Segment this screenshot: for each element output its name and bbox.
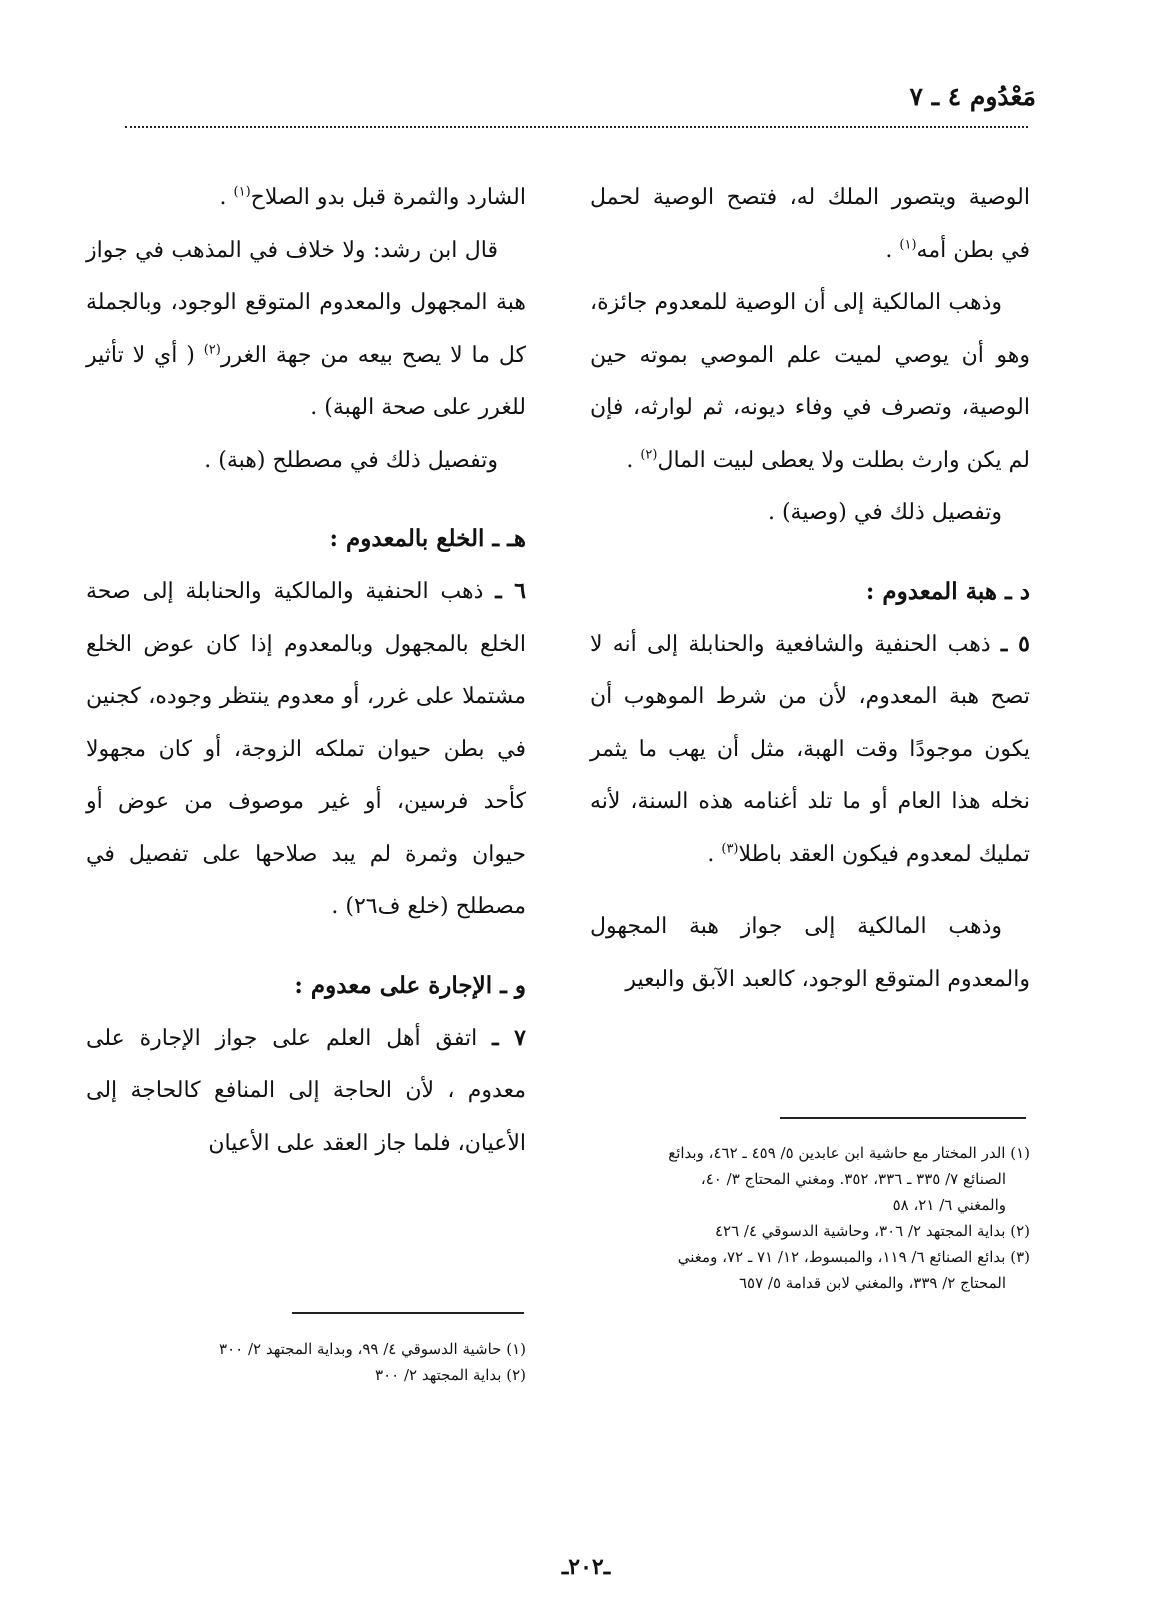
footnote-ref: (١) — [899, 237, 917, 253]
paragraph-text: اتفق أهل العلم على جواز الإجارة على معدوم ، لأن الحاجة إلى المنافع كالحاجة إلى الأعيان، فلما جاز العقد على الأعيان — [86, 1025, 526, 1156]
section-heading: و ـ الإجارة على معدوم : — [294, 971, 526, 999]
paragraph — [86, 172, 526, 225]
paragraph-text: ذهب الحنفية والمالكية والحنابلة إلى صحة الخلع بالمجهول وبالمعدوم إذا كان عوض الخلع مشتملا على غرر، أو معدوم ينتظر وجوده، كجنين في بطن حيوان تملكه الزوجة، أو كان مجهولا كأحد فرسين، أو غير موصوف من عوض أو حيوان وثمرة لم يبد صلاحها على تفصيل في مصطلح (خلع ف٢٦) . — [86, 579, 526, 919]
paragraph-text: ذهب الحنفية والشافعية والحنابلة إلى أنه لا تصح هبة المعدوم، لأن من شرط الموهوب أن يكون موجودًا وقت الهبة، مثل أن يهب ما يثمر نخله هذا العام أو ما تلد أغنامه هذه السنة، لأنه تمليك لمعدوم فيكون العقد باطلا — [590, 631, 1030, 867]
footnote: (٢) بداية المجتهد ٢/ ٣٠٠ — [375, 1366, 526, 1384]
footnote-rule — [780, 1117, 1026, 1119]
footnote: الصنائع ٧/ ٣٣٥ ـ ٣٣٦، ٣٥٢. ومغني المحتاج ٣/ ٤٠، — [700, 1170, 1006, 1188]
paragraph-tail: . — [707, 841, 722, 867]
paragraph — [86, 225, 526, 435]
paragraph-text: قال ابن رشد: ولا خلاف في المذهب في جواز هبة المجهول والمعدوم المتوقع الوجود، وبالجملة كل ما لا يصح بيعه من جهة الغرر — [86, 237, 526, 368]
paragraph: وذهب المالكية إلى جواز هبة المجهول والمعدوم المتوقع الوجود، كالعبد الآبق والبعير — [590, 914, 1030, 992]
right-column — [590, 172, 1030, 1006]
paragraph-number: ٥ ـ — [1000, 630, 1030, 657]
paragraph-tail: . — [626, 447, 641, 473]
paragraph: وتفصيل ذلك في مصطلح (هبة) . — [204, 447, 498, 473]
page-header-title: مَعْدُوم ٤ ـ ٧ — [909, 82, 1036, 111]
footnote: (١) حاشية الدسوقي ٤/ ٩٩، وبداية المجتهد ٢/ ٣٠٠ — [219, 1340, 526, 1358]
header-dotted-rule — [125, 126, 1028, 128]
paragraph-text: وذهب المالكية إلى أن الوصية للمعدوم جائزة، وهو أن يوصي لميت علم الموصي بموته حين الوصية، وتصرف في وفاء ديونه، ثم لوارثه، فإن لم يكن وارث بطلت ولا يعطى لبيت المال — [590, 290, 1030, 473]
paragraph-tail: ( أي لا تأثير للغرر على صحة الهبة) . — [86, 342, 526, 420]
footnote-ref: (٢) — [640, 447, 658, 463]
footnote-ref: (٢) — [203, 342, 221, 358]
paragraph-text: الوصية ويتصور الملك له، فتصح الوصية لحمل في بطن أمه — [590, 185, 1030, 263]
page-number: ـ٢٠٢ـ — [561, 1554, 611, 1580]
footnotes-right — [565, 1140, 1030, 1296]
footnote-ref: (١) — [233, 184, 251, 200]
paragraph-number: ٦ ـ — [495, 578, 526, 604]
paragraph — [86, 565, 526, 934]
footnotes-left — [200, 1336, 526, 1388]
section-heading: هـ ـ الخلع بالمعدوم : — [329, 525, 526, 552]
section-heading: د ـ هبة المعدوم : — [865, 577, 1030, 605]
footnote-rule — [292, 1312, 524, 1314]
paragraph-tail: . — [885, 237, 900, 263]
paragraph: وتفصيل ذلك في (وصية) . — [767, 500, 1002, 525]
footnote: (٢) بداية المجتهد ٢/ ٣٠٦، وحاشية الدسوقي ٤/ ٤٢٦ — [714, 1222, 1030, 1240]
footnote: (١) الدر المختار مع حاشية ابن عابدين ٥/ ٤٥٩ ـ ٤٦٢، وبدائع — [668, 1144, 1030, 1162]
footnote: (٣) بدائع الصنائع ٦/ ١١٩، والمبسوط، ١٢/ ٧١ ـ ٧٢، ومغني — [677, 1248, 1030, 1266]
paragraph — [590, 172, 1030, 277]
paragraph — [86, 1012, 526, 1171]
paragraph — [590, 277, 1030, 487]
paragraph-tail: . — [219, 185, 234, 210]
footnote: المحتاج ٢/ ٣٣٩، والمغني لابن قدامة ٥/ ٦٥٧ — [738, 1274, 1006, 1292]
paragraph — [590, 618, 1030, 882]
paragraph-text: الشارد والثمرة قبل بدو الصلاح — [250, 185, 526, 210]
left-column — [86, 172, 526, 1170]
footnote-ref: (٣) — [721, 841, 739, 857]
footnote: والمغني ٦/ ٢١، ٥٨ — [892, 1196, 1006, 1214]
paragraph-number: ٧ ـ — [492, 1024, 526, 1051]
